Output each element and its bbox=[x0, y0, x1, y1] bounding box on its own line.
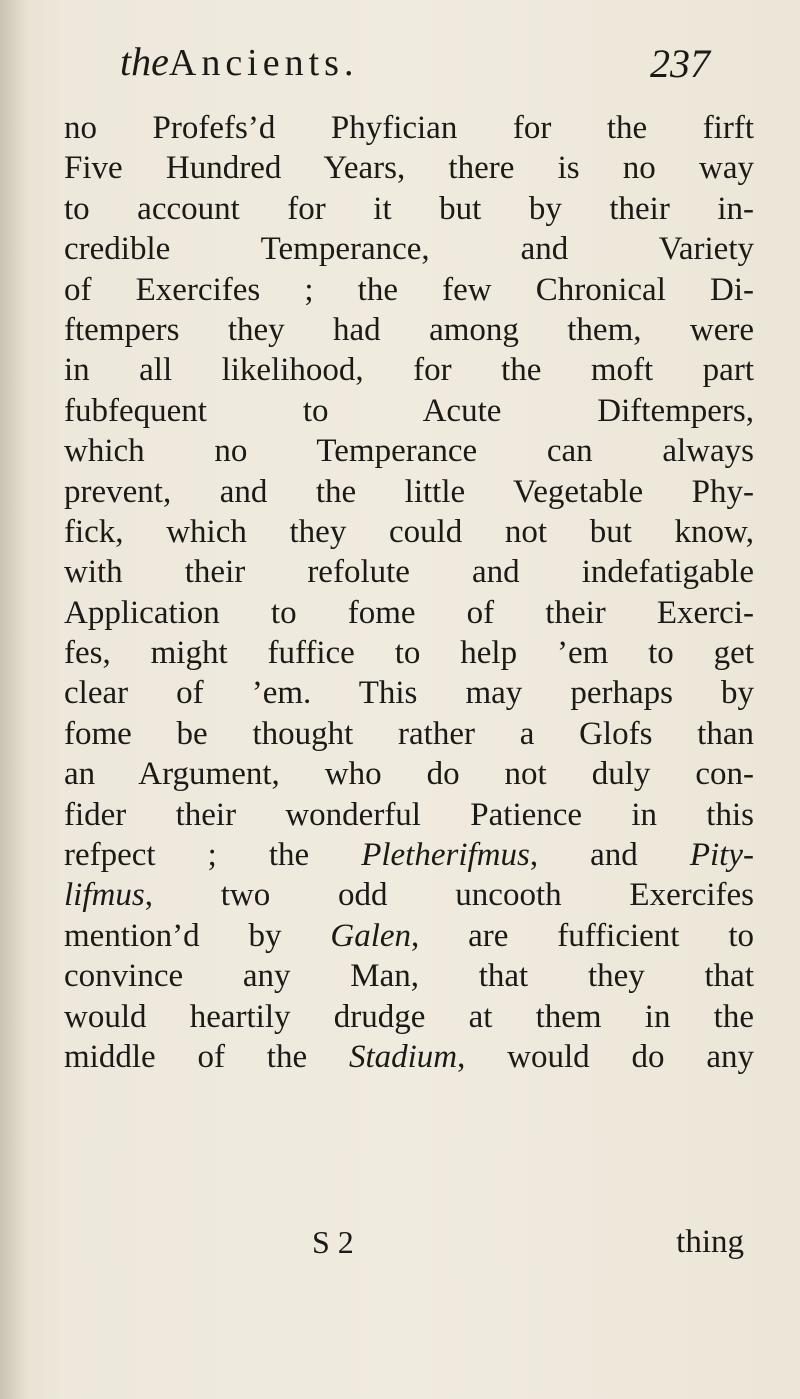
text-line: an Argument, who do not duly con- bbox=[64, 756, 754, 793]
italic-term: lifmus bbox=[64, 877, 145, 914]
text-line: fes, might fuffice to help ’em to get bbox=[64, 635, 754, 672]
page-footer bbox=[64, 1224, 754, 1264]
catchword: thing bbox=[676, 1224, 744, 1260]
text-line: Application to fome of their Exerci- bbox=[64, 594, 754, 631]
italic-term: Stadium bbox=[348, 1038, 458, 1075]
text-span: , would do any bbox=[457, 1038, 754, 1075]
text-line: in all likelihood, for the moft part bbox=[64, 352, 754, 389]
text-span: refpect ; the bbox=[64, 837, 362, 874]
body-text bbox=[64, 108, 754, 1077]
italic-term: Pity- bbox=[689, 837, 754, 874]
signature-mark: S 2 bbox=[312, 1224, 354, 1260]
text-line: fider their wonderful Patience in this bbox=[64, 796, 754, 833]
page-header bbox=[120, 38, 720, 98]
text-line: clear of ’em. This may perhaps by bbox=[64, 675, 754, 712]
text-line: ftempers they had among them, were bbox=[64, 311, 754, 348]
running-title-caps: Ancients. bbox=[168, 42, 359, 84]
text-span: , two odd uncooth Exercifes bbox=[144, 877, 754, 914]
text-span: , are fufficient to bbox=[411, 917, 754, 954]
text-span: middle of the bbox=[64, 1038, 349, 1075]
text-line: with their refolute and indefatigable bbox=[64, 554, 754, 591]
italic-term: Pletherifmus bbox=[361, 837, 530, 874]
running-title bbox=[120, 38, 358, 85]
text-line: to account for it but by their in- bbox=[64, 190, 754, 227]
text-line bbox=[64, 916, 754, 956]
text-line bbox=[64, 1037, 754, 1077]
page-number: 237 bbox=[650, 41, 710, 86]
text-line: Five Hundred Years, there is no way bbox=[64, 150, 754, 187]
text-line: prevent, and the little Vegetable Phy- bbox=[64, 473, 754, 510]
text-line: which no Temperance can always bbox=[64, 433, 754, 470]
text-line: of Exercifes ; the few Chronical Di- bbox=[64, 271, 754, 308]
text-line: credible Temperance, and Variety bbox=[64, 231, 754, 268]
text-line: no Profefs’d Phyfician for the firft bbox=[64, 110, 754, 146]
text-line: convince any Man, that they that bbox=[64, 958, 754, 995]
text-line bbox=[64, 835, 754, 875]
italic-term: Galen bbox=[330, 917, 412, 954]
running-title-italic: the bbox=[120, 39, 169, 84]
gutter-shadow bbox=[0, 0, 28, 1399]
text-line: fubfequent to Acute Diftempers, bbox=[64, 392, 754, 429]
text-line: fick, which they could not but know, bbox=[64, 513, 754, 550]
text-line: fome be thought rather a Glofs than bbox=[64, 715, 754, 752]
text-line: would heartily drudge at them in the bbox=[64, 998, 754, 1035]
text-span: mention’d by bbox=[64, 917, 331, 954]
text-line bbox=[64, 875, 754, 915]
text-span: , and bbox=[529, 837, 690, 874]
